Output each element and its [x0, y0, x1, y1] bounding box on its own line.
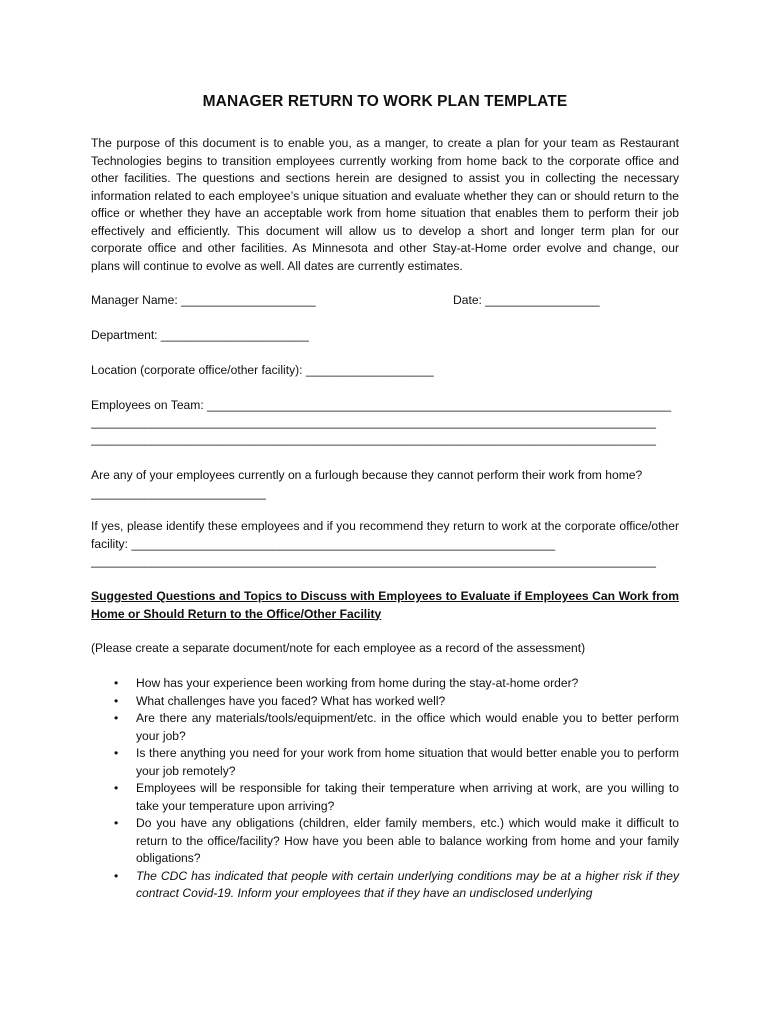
question-list: [91, 675, 679, 903]
list-item: [91, 815, 679, 868]
list-item: [91, 868, 679, 903]
bullet-icon: •: [114, 816, 119, 830]
manager-name-field[interactable]: Manager Name: ____________________: [91, 293, 316, 307]
if-yes-field[interactable]: If yes, please identify these employees and if you recommend they return to work at the corporate office/other facility: _______________________________________________________________: [91, 519, 679, 551]
section-note: (Please create a separate document/note for each employee as a record of the assessment): [91, 641, 586, 655]
list-item-text: The CDC has indicated that people with certain underlying conditions may be at a higher risk if they contract Covid-19. Inform your employees that if they have an undisclosed underlying: [136, 868, 679, 900]
list-item-text: Is there anything you need for your work from home situation that would better enable you to perform your job remotely?: [136, 746, 679, 778]
bullet-icon: •: [114, 868, 119, 883]
employees-blank-line[interactable]: ____________________________________________________________________________________: [91, 415, 656, 429]
document-title: MANAGER RETURN TO WORK PLAN TEMPLATE: [202, 93, 568, 110]
list-item-text: What challenges have you faced? What has worked well?: [136, 693, 446, 708]
list-item-text: How has your experience been working from home during the stay-at-home order?: [136, 676, 579, 690]
bullet-icon: •: [114, 781, 119, 795]
if-yes-blank-line[interactable]: ____________________________________________________________________________________: [91, 554, 656, 568]
bullet-icon: •: [114, 746, 119, 760]
list-item: [91, 693, 679, 711]
bullet-icon: •: [114, 711, 119, 725]
department-field[interactable]: Department: ______________________: [91, 328, 309, 342]
furlough-answer-blank[interactable]: __________________________: [91, 486, 266, 500]
list-item-text: Do you have any obligations (children, elder family members, etc.) which would make it difficult to return to the office/facility? How have you been able to balance working from home and your family obligations?: [136, 816, 679, 865]
location-field[interactable]: Location (corporate office/other facility): ___________________: [91, 363, 434, 377]
intro-paragraph: The purpose of this document is to enable you, as a manger, to create a plan for your team as Restaurant Technologies begins to transition employees currently working from home back to the corporate office and other facilities. The questions and sections herein are designed to assist you in collecting the necessary information related to each employee’s unique situation and evaluate whether they can or should return to the office or whether they have an acceptable work from home situation that enables them to perform their job effectively and efficiently. This document will allow us to develop a short and longer term plan for our corporate office and other facilities. As Minnesota and other Stay-at-Home order evolve and change, our plans will continue to evolve as well. All dates are currently estimates.: [91, 136, 679, 273]
bullet-icon: •: [114, 693, 119, 708]
employees-on-team-field[interactable]: Employees on Team: _____________________________________________________________________: [91, 398, 672, 412]
list-item: [91, 675, 679, 693]
list-item: [91, 780, 679, 815]
furlough-question: Are any of your employees currently on a furlough because they cannot perform their work from home?: [91, 468, 643, 482]
employees-blank-line[interactable]: ____________________________________________________________________________________: [91, 432, 656, 446]
date-field[interactable]: Date: _________________: [453, 293, 600, 307]
list-item: [91, 745, 679, 780]
list-item: [91, 710, 679, 745]
section-heading: Suggested Questions and Topics to Discuss with Employees to Evaluate if Employees Can Work from Home or Should Return to the Office/Other Facility: [91, 589, 679, 621]
bullet-icon: •: [114, 676, 119, 690]
list-item-text: Are there any materials/tools/equipment/etc. in the office which would enable you to better perform your job?: [136, 711, 679, 743]
list-item-text: Employees will be responsible for taking their temperature when arriving at work, are you willing to take your temperature upon arriving?: [136, 781, 679, 813]
